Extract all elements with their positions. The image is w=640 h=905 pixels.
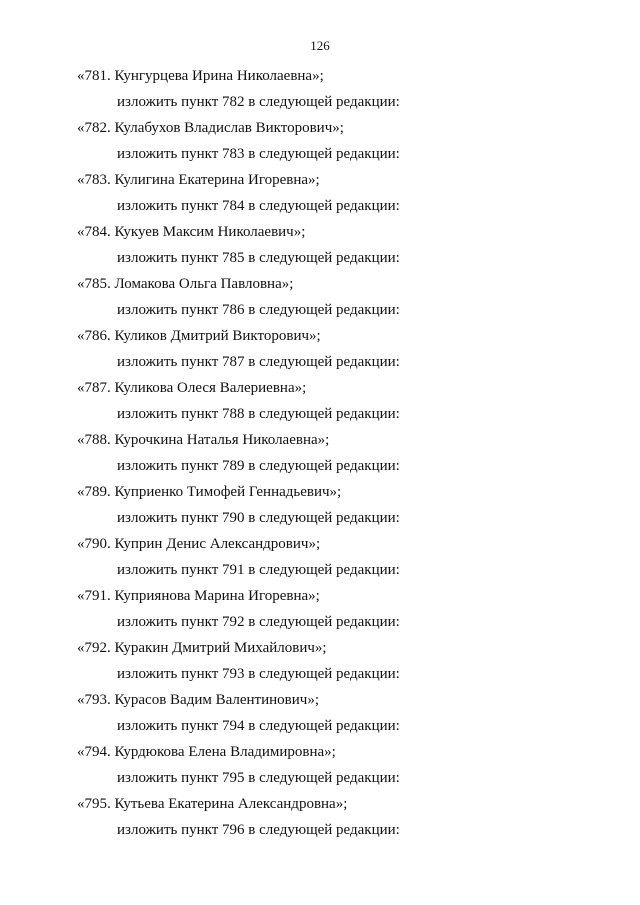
instruction-line: изложить пункт 786 в следующей редакции: bbox=[117, 302, 400, 318]
instruction-line: изложить пункт 783 в следующей редакции: bbox=[117, 146, 400, 162]
entry-line: «792. Куракин Дмитрий Михайлович»; bbox=[77, 640, 327, 656]
instruction-line: изложить пункт 787 в следующей редакции: bbox=[117, 354, 400, 370]
entry-line: «788. Курочкина Наталья Николаевна»; bbox=[77, 432, 330, 448]
entry-line: «784. Кукуев Максим Николаевич»; bbox=[77, 224, 306, 240]
entry-line: «783. Кулигина Екатерина Игоревна»; bbox=[77, 172, 320, 188]
instruction-line: изложить пункт 794 в следующей редакции: bbox=[117, 718, 400, 734]
instruction-line: изложить пункт 782 в следующей редакции: bbox=[117, 94, 400, 110]
entry-line: «795. Кутьева Екатерина Александровна»; bbox=[77, 796, 348, 812]
instruction-line: изложить пункт 789 в следующей редакции: bbox=[117, 458, 400, 474]
entry-line: «782. Кулабухов Владислав Викторович»; bbox=[77, 120, 344, 136]
entry-line: «785. Ломакова Ольга Павловна»; bbox=[77, 276, 294, 292]
entry-line: «787. Куликова Олеся Валериевна»; bbox=[77, 380, 307, 396]
instruction-line: изложить пункт 796 в следующей редакции: bbox=[117, 822, 400, 838]
entry-line: «786. Куликов Дмитрий Викторович»; bbox=[77, 328, 321, 344]
instruction-line: изложить пункт 788 в следующей редакции: bbox=[117, 406, 400, 422]
instruction-line: изложить пункт 793 в следующей редакции: bbox=[117, 666, 400, 682]
instruction-line: изложить пункт 790 в следующей редакции: bbox=[117, 510, 400, 526]
entry-line: «791. Куприянова Марина Игоревна»; bbox=[77, 588, 320, 604]
instruction-line: изложить пункт 792 в следующей редакции: bbox=[117, 614, 400, 630]
instruction-line: изложить пункт 784 в следующей редакции: bbox=[117, 198, 400, 214]
entries-list bbox=[0, 67, 640, 847]
entry-line: «781. Кунгурцева Ирина Николаевна»; bbox=[77, 68, 324, 84]
page-number: 126 bbox=[310, 38, 330, 53]
instruction-line: изложить пункт 795 в следующей редакции: bbox=[117, 770, 400, 786]
entry-line: «790. Куприн Денис Александрович»; bbox=[77, 536, 321, 552]
instruction-line: изложить пункт 785 в следующей редакции: bbox=[117, 250, 400, 266]
entry-line: «794. Курдюкова Елена Владимировна»; bbox=[77, 744, 336, 760]
entry-line: «793. Курасов Вадим Валентинович»; bbox=[77, 692, 319, 708]
entry-line: «789. Куприенко Тимофей Геннадьевич»; bbox=[77, 484, 342, 500]
instruction-line: изложить пункт 791 в следующей редакции: bbox=[117, 562, 400, 578]
